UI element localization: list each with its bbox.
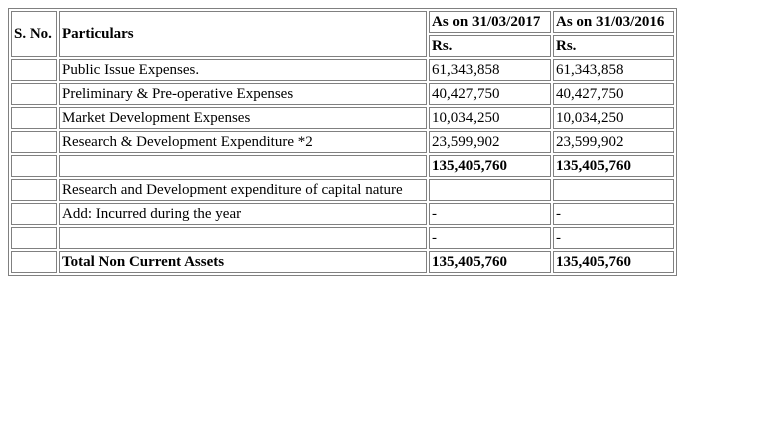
header-sno: S. No. bbox=[11, 11, 57, 57]
row-value-2017: - bbox=[429, 203, 551, 225]
row-value-2016: 40,427,750 bbox=[553, 83, 674, 105]
table-row bbox=[11, 83, 674, 105]
row-particulars: Preliminary & Pre-operative Expenses bbox=[59, 83, 427, 105]
row-particulars: Research and Development expenditure of capital nature bbox=[59, 179, 427, 201]
table-row bbox=[11, 179, 674, 201]
table-row bbox=[11, 227, 674, 249]
table-row bbox=[11, 131, 674, 153]
non-current-assets-table-container bbox=[8, 8, 677, 276]
subtotal-value-2016: 135,405,760 bbox=[553, 155, 674, 177]
row-value-2016: 61,343,858 bbox=[553, 59, 674, 81]
header-particulars: Particulars bbox=[59, 11, 427, 57]
row-sno bbox=[11, 131, 57, 153]
row-particulars: Market Development Expenses bbox=[59, 107, 427, 129]
row-value-2017 bbox=[429, 179, 551, 201]
row-particulars bbox=[59, 227, 427, 249]
non-current-assets-table bbox=[8, 8, 677, 276]
header-date-2016: As on 31/03/2016 bbox=[553, 11, 674, 33]
header-date-2017: As on 31/03/2017 bbox=[429, 11, 551, 33]
row-value-2017: 10,034,250 bbox=[429, 107, 551, 129]
total-value-2017: 135,405,760 bbox=[429, 251, 551, 273]
row-value-2016: - bbox=[553, 203, 674, 225]
header-unit-2017: Rs. bbox=[429, 35, 551, 57]
row-sno bbox=[11, 227, 57, 249]
header-unit-2016: Rs. bbox=[553, 35, 674, 57]
row-sno bbox=[11, 203, 57, 225]
row-particulars: Public Issue Expenses. bbox=[59, 59, 427, 81]
table-row bbox=[11, 203, 674, 225]
row-value-2016 bbox=[553, 179, 674, 201]
total-value-2016: 135,405,760 bbox=[553, 251, 674, 273]
total-sno bbox=[11, 251, 57, 273]
table-row bbox=[11, 59, 674, 81]
row-sno bbox=[11, 107, 57, 129]
row-value-2017: - bbox=[429, 227, 551, 249]
row-value-2016: 23,599,902 bbox=[553, 131, 674, 153]
row-particulars: Add: Incurred during the year bbox=[59, 203, 427, 225]
table-row bbox=[11, 107, 674, 129]
total-label: Total Non Current Assets bbox=[59, 251, 427, 273]
total-row bbox=[11, 251, 674, 273]
row-particulars bbox=[59, 155, 427, 177]
row-sno bbox=[11, 59, 57, 81]
subtotal-row bbox=[11, 155, 674, 177]
row-value-2017: 40,427,750 bbox=[429, 83, 551, 105]
row-value-2016: 10,034,250 bbox=[553, 107, 674, 129]
row-sno bbox=[11, 155, 57, 177]
row-particulars: Research & Development Expenditure *2 bbox=[59, 131, 427, 153]
header-row bbox=[11, 11, 674, 33]
row-value-2017: 61,343,858 bbox=[429, 59, 551, 81]
row-sno bbox=[11, 179, 57, 201]
row-sno bbox=[11, 83, 57, 105]
row-value-2017: 23,599,902 bbox=[429, 131, 551, 153]
row-value-2016: - bbox=[553, 227, 674, 249]
subtotal-value-2017: 135,405,760 bbox=[429, 155, 551, 177]
